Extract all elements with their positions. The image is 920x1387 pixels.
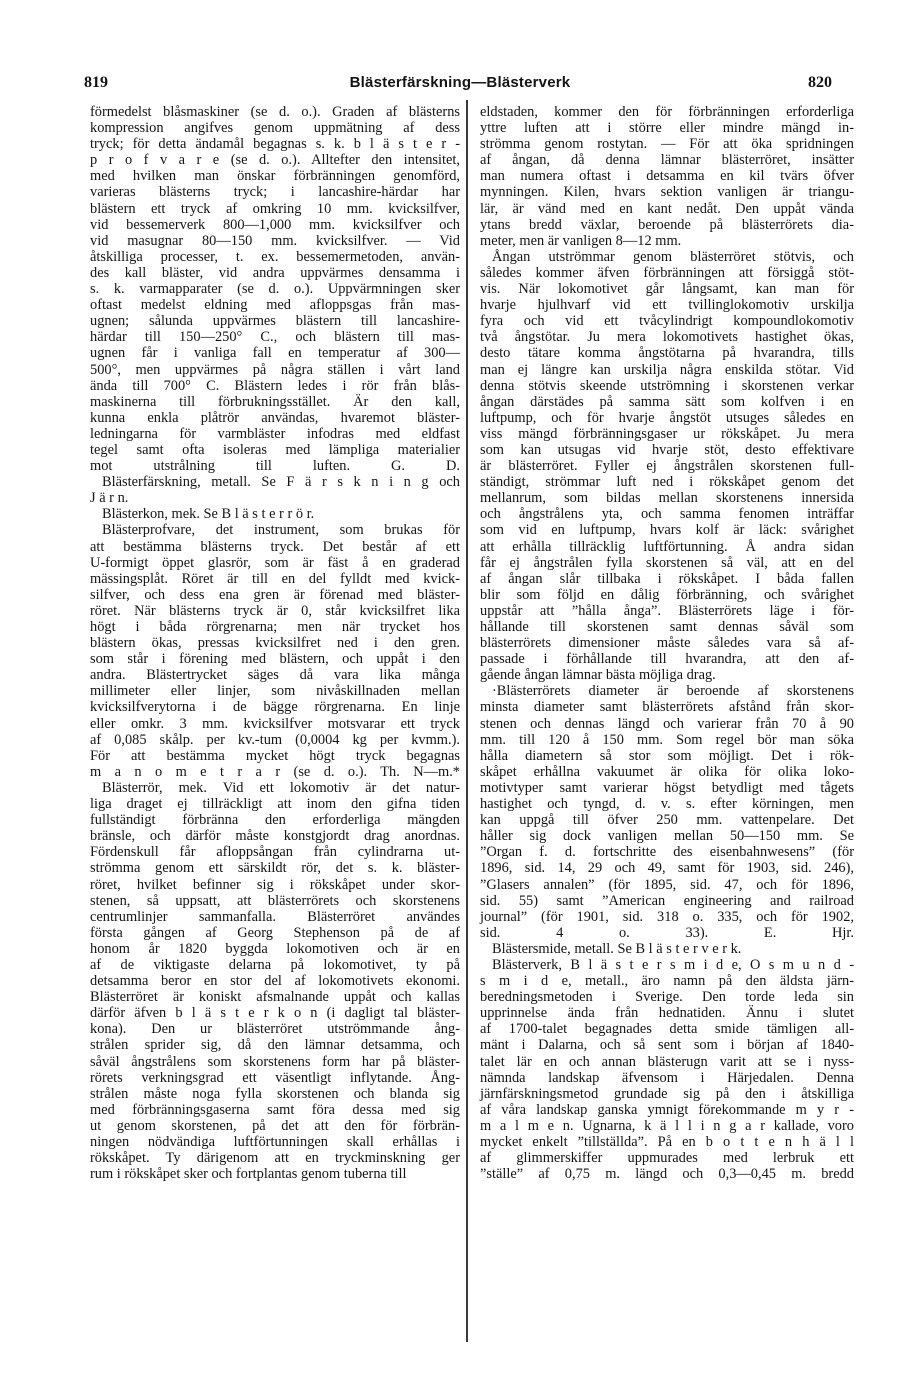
text-line: talet lär en och annan blästerugn varit att se i nyss- xyxy=(480,1053,854,1070)
text-line: honom år 1820 byggda lokomotiven och är en xyxy=(90,940,460,957)
text-line: kunna enkla plåtrör användas, hvaremot bläster- xyxy=(90,409,460,426)
page-number-right: 820 xyxy=(808,74,832,91)
text-line: kona). Den ur blästerröret utströmmande ång- xyxy=(90,1021,460,1038)
text-line: motivtyper samt varierar högst betydligt med tågets xyxy=(480,779,854,796)
text-line: skåpet erhållna vakuumet är olika för olika loko- xyxy=(480,763,854,780)
text-line: att bestämma blästerns tryck. Det består af ett xyxy=(90,538,460,555)
text-line: Blästerfärskning, metall. Se F ä r s k n i n g och xyxy=(102,474,460,491)
text-line: två ångstötar. Ju mera lokomotivets hastighet ökas, xyxy=(480,329,854,346)
text-line: varieras blästerns tryck; i lancashire-härdar har xyxy=(90,184,460,201)
text-line: sid. 4 o. 33). E. Hjr. xyxy=(480,924,854,941)
text-column-left xyxy=(90,104,460,1182)
text-line: s m i d e, metall., äro namn på den äldsta järn- xyxy=(480,973,854,990)
text-line: Blästerröret är koniskt afsmalnande uppåt och kallas xyxy=(90,989,460,1006)
text-line: liga draget ej tillräckligt att inom den gifna tiden xyxy=(90,796,460,813)
text-line: af 1700-talet begagnades detta smide tämligen all- xyxy=(480,1021,854,1038)
text-line: mänt i Dalarna, och så sent som i början af 1840- xyxy=(480,1037,854,1054)
text-line: kompression angifves genom uppmätning af dess xyxy=(90,120,460,137)
text-line: ningen nödvändiga luftförtunningen skall erhållas i xyxy=(90,1134,460,1150)
text-line: af våra landskap ganska ymnigt förekommande m y r - xyxy=(480,1101,854,1118)
text-line: vid bessemerverk 800—1,000 mm. kvicksilfver och xyxy=(90,216,460,233)
text-line: ugnen; sålunda uppvärmes blästern till lancashire- xyxy=(90,313,460,330)
page-number-left: 819 xyxy=(84,74,108,91)
text-line: ”ställe” af 0,75 m. längd och 0,3—0,45 m. bredd xyxy=(480,1166,854,1183)
text-line: mm. till 120 å 150 mm. Som regel bör man söka xyxy=(480,731,854,748)
text-line: minsta diameter samt blästerrörets afstånd från skor- xyxy=(480,699,854,716)
text-line: af de viktigaste delarna på lokomotivet, ty på xyxy=(90,956,460,973)
text-line: hastighet och tyngd, d. v. s. efter körningen, men xyxy=(480,796,854,813)
text-line: ”Glasers annalen” (för 1895, sid. 47, och för 1896, xyxy=(480,876,854,893)
text-line: passade i förhållande till hvarandra, att den af- xyxy=(480,651,854,668)
text-line: vis. När lokomotivet går långsamt, kan man för xyxy=(480,281,854,298)
text-line: håller sig dock vanligen mellan 50—150 mm. Se xyxy=(480,828,854,845)
text-line: tegel samt ofta isoleras med lämpliga materialier xyxy=(90,441,460,458)
text-line: stenen och dennas längd och varierar från 70 å 90 xyxy=(480,715,854,732)
text-line: luftpump, och för hvarje ångstöt utsuges således en xyxy=(480,409,854,426)
text-line: ugnen får i vanliga fall en temperatur af 300— xyxy=(90,345,460,362)
text-line: Blästersmide, metall. Se B l ä s t e r v e r k. xyxy=(492,940,742,957)
text-line: Blästerkon, mek. Se B l ä s t e r r ö r. xyxy=(102,506,315,523)
text-line: som kan utsugas vid hvarje stöt, desto effektivare xyxy=(480,441,854,458)
text-line: stenen, så uppsatt, att blästerrörets och skorstenens xyxy=(90,892,460,909)
text-line: första gången af Georg Stephenson på de af xyxy=(90,924,460,941)
text-line: med förbränningsgaserna samt föra dessa med sig xyxy=(90,1101,460,1118)
text-line: strömma genom ett särskildt rör, det s. k. bläster- xyxy=(90,860,460,877)
column-divider-rule xyxy=(466,100,468,1342)
text-line: viss mängd förbränningsgaser ur rökskåpet. Ju mera xyxy=(480,425,854,442)
text-line: lär, är vänd med en kant nedåt. Den uppåt vända xyxy=(480,200,854,217)
text-line: Blästerprofvare, det instrument, som brukas för xyxy=(102,522,460,539)
text-line: J ä r n. xyxy=(90,490,129,507)
text-line: upprinnelse ända från hednatiden. Ännu i slutet xyxy=(480,1005,854,1022)
text-line: gående ångan lämnar bästa möjliga drag. xyxy=(480,667,716,684)
text-line: mynningen. Kilen, hvars sektion vanligen är triangu- xyxy=(480,184,854,201)
text-line: centrumlinjer sammanfalla. Blästerröret användes xyxy=(90,908,460,925)
text-line: åtskilliga processer, t. ex. bessemermetoden, använ- xyxy=(90,248,460,265)
text-line: ut genom skorstenen, på det att den för förbrän- xyxy=(90,1117,460,1134)
text-line: oftast medelst eldning med afloppsgas från mas- xyxy=(90,297,460,314)
text-line: hålla diametern så stor som möjligt. Det i rök- xyxy=(480,747,854,764)
text-line: härdar till 150—250° C., och blästern till mas- xyxy=(90,329,460,346)
text-line: och ångstrålens yta, och samma fenomen inträffar xyxy=(480,506,854,523)
running-header-title: Blästerfärskning—Blästerverk xyxy=(349,74,571,91)
text-line: s. k. varmapparater (se d. o.). Uppvärmningen sker xyxy=(90,281,460,298)
text-line: sid. 55) samt ”American engineering and railroad xyxy=(480,892,854,909)
text-line: ända till 700° C. Blästern ledes i rör från blås- xyxy=(90,377,460,394)
text-line: Blästerrör, mek. Vid ett lokomotiv är det natur- xyxy=(102,779,460,796)
text-line: såväl ångstrålens som skorstenens form har på bläster- xyxy=(90,1053,460,1070)
text-line: blästern ett tryck af omkring 10 mm. kvicksilfver, xyxy=(90,200,460,217)
text-line: ·Blästerrörets diameter är beroende af skorstenens xyxy=(492,683,854,700)
text-line: strålen sprider sig, då den lämnar detsamma, och xyxy=(90,1037,460,1054)
text-line: således kommer äfven förbränningen att försiggå stöt- xyxy=(480,264,854,281)
text-line: blir som följd en dålig förbränning, och svårighet xyxy=(480,586,854,603)
text-line: detsamma beror en stor del af lokomotivets ekonomi. xyxy=(90,973,460,990)
text-line: man numera oftast i detsamma en kil tvärs öfver xyxy=(480,168,854,185)
text-line: är blästerröret. Fyller ej ångstrålen skorstenen full- xyxy=(480,458,854,475)
text-line: des kall bläster, vid andra uppvärmes densamma i xyxy=(90,264,460,281)
text-line: af glimmerskiffer uppmurades med lerbruk ett xyxy=(480,1150,854,1167)
text-line: rörets verkningsgrad ett väsentligt inflytande. Ång- xyxy=(90,1069,460,1086)
text-line: 1896, sid. 14, 29 och 49, samt för 1903, sid. 246), xyxy=(480,860,854,877)
text-line: kan uppgå till öfver 250 mm. vattenpelare. Det xyxy=(480,812,854,829)
text-line: man ej längre kan urskilja några enskilda stötar. Vid xyxy=(480,361,854,378)
text-line: mellanrum, som bildas mellan skorstenens innersida xyxy=(480,490,854,507)
text-line: ständigt, strömmar luft ned i rökskåpet genom det xyxy=(480,474,854,491)
text-line: ytans bredd växlar, beroende på blästerrörets dia- xyxy=(480,216,854,233)
text-line: som vid en luftpump, hvars kolf är läck: svårighet xyxy=(480,522,854,539)
text-line: För att bestämma mycket högt tryck begagnas xyxy=(90,747,460,764)
text-line: strömma genom rostytan. — För att öka spridningen xyxy=(480,136,854,153)
text-line: andra. Blästertrycket säges då vara lika många xyxy=(90,667,460,684)
text-line: af ångan, då denna lämnar blästerröret, insätter xyxy=(480,152,854,169)
text-line: mässingsplåt. Röret är till en del fylldt med kvick- xyxy=(90,570,460,587)
text-line: maskinerna till förbrukningsstället. Är den kall, xyxy=(90,393,460,410)
text-line: yttre luften att i större eller mindre mängd in- xyxy=(480,120,854,137)
text-line: hvarje hjulhvarf vid ett tvillinglokomotiv urskilja xyxy=(480,297,854,314)
text-line: blästern ökas, pressas kvicksilfret ned i den gren. xyxy=(90,635,460,652)
text-line: rökskåpet. Ty därigenom att en tryckminskning ger xyxy=(90,1150,460,1167)
text-line: att erhålla tillräcklig luftförtunning. Å andra sidan xyxy=(480,538,854,555)
text-line: hållande till skorstenen samt dennas såväl som xyxy=(480,619,854,635)
text-line: kvicksilfverytorna i de bägge rörgrenarna. En linje xyxy=(90,699,460,716)
text-line: blästerrörets dimensioner måste således vara så af- xyxy=(480,635,854,652)
text-line: röret. När blästerns tryck är 0, står kvicksilfret lika xyxy=(90,602,460,619)
text-line: beredningsmetoden i Sverige. Den torde leda sin xyxy=(480,989,854,1006)
text-line: denna stötvis skeende utströmning i skorstenen verkar xyxy=(480,377,854,394)
text-line: ångan därstädes på samma sätt som kolfven i en xyxy=(480,393,854,410)
text-line: m a n o m e t r a r (se d. o.). Th. N—m.* xyxy=(90,763,460,780)
text-line: som står i förening med blästern, och uppåt i den xyxy=(90,651,460,668)
text-line: röret, hvilket befinner sig i rökskåpet under skor- xyxy=(90,876,460,893)
text-line: tryck; för detta ändamål begagnas s. k. b l ä s t e r - xyxy=(90,136,460,153)
text-line: bränsle, och därför måste konstgjordt drag anordnas. xyxy=(90,828,460,845)
text-line: meter, men är vanligen 8—12 mm. xyxy=(480,232,682,249)
text-line: mot utstrålning till luften. G. D. xyxy=(90,458,460,475)
text-line: vid masugnar 80—150 mm. kvicksilfver. — Vid xyxy=(90,232,460,249)
text-line: p r o f v a r e (se d. o.). Alltefter den intensitet, xyxy=(90,152,460,169)
text-line: m a l m e n. Ugnarna, k ä l l i n g a r kallade, voro xyxy=(480,1117,854,1134)
text-line: nämnda landskap äfvensom i Härjedalen. Denna xyxy=(480,1069,854,1086)
text-line: förmedelst blåsmaskiner (se d. o.). Graden af blästerns xyxy=(90,104,460,120)
text-line: uppstår att ”hålla ånga”. Blästerrörets läge i för- xyxy=(480,602,854,619)
text-line: järnfärskningsmetod grundade sig på den i åtskilliga xyxy=(480,1085,854,1102)
text-line: silfver, och dess ena gren är förenad med bläster- xyxy=(90,586,460,603)
text-line: Fördenskull får afloppsångan från cylindrarna ut- xyxy=(90,844,460,861)
text-line: därför äfven b l ä s t e r k o n (i dagligt tal bläster- xyxy=(90,1005,460,1022)
text-line: strålen måste noga fylla skorstenen och blanda sig xyxy=(90,1085,460,1102)
text-line: Blästerverk, B l ä s t e r s m i d e, O s m u n d - xyxy=(492,956,854,973)
text-line: journal” (för 1901, sid. 318 o. 335, och för 1902, xyxy=(480,908,854,925)
text-line: af 0,085 skålp. per kv.-tum (0,0004 kg per kvmm.). xyxy=(90,731,460,748)
text-line: U-formigt öppet glasrör, som är fäst å en graderad xyxy=(90,554,460,571)
text-line: fyra och vid ett tvåcylindrigt kompoundlokomotiv xyxy=(480,313,854,330)
text-line: fullständigt förbränna den erforderliga mängden xyxy=(90,812,460,829)
text-line: eldstaden, kommer den för förbränningen erforderliga xyxy=(480,104,854,120)
text-line: får ej ångstrålen fylla skorstenen så väl, att en del xyxy=(480,554,854,571)
text-line: mycket enkelt ”tillställda”. På en b o t t e n h ä l l xyxy=(480,1134,854,1150)
text-line: ledningarna för varmbläster infodras med eldfast xyxy=(90,425,460,442)
text-line: Ångan utströmmar genom blästerröret stötvis, och xyxy=(492,248,854,265)
text-line: af ångan slår tillbaka i rökskåpet. I båda fallen xyxy=(480,570,854,587)
text-line: desto tätare komma ångstötarna på hvarandra, tills xyxy=(480,345,854,362)
text-line: 500°, men uppvärmes på några ställen i vårt land xyxy=(90,361,460,378)
text-column-right xyxy=(480,104,854,1182)
text-line: ”Organ f. d. fortschritte des eisenbahnwesens” (för xyxy=(480,844,854,861)
text-line: med hvilken man önskar förbränningen genomförd, xyxy=(90,168,460,185)
text-line: rum i rökskåpet sker och fortplantas genom tuberna till xyxy=(90,1166,407,1183)
text-line: högt i båda rörgrenarna; men när trycket hos xyxy=(90,619,460,635)
text-line: eller omkr. 3 mm. kvicksilfver motsvarar ett tryck xyxy=(90,715,460,732)
text-line: millimeter eller linjer, som nivåskillnaden mellan xyxy=(90,683,460,700)
